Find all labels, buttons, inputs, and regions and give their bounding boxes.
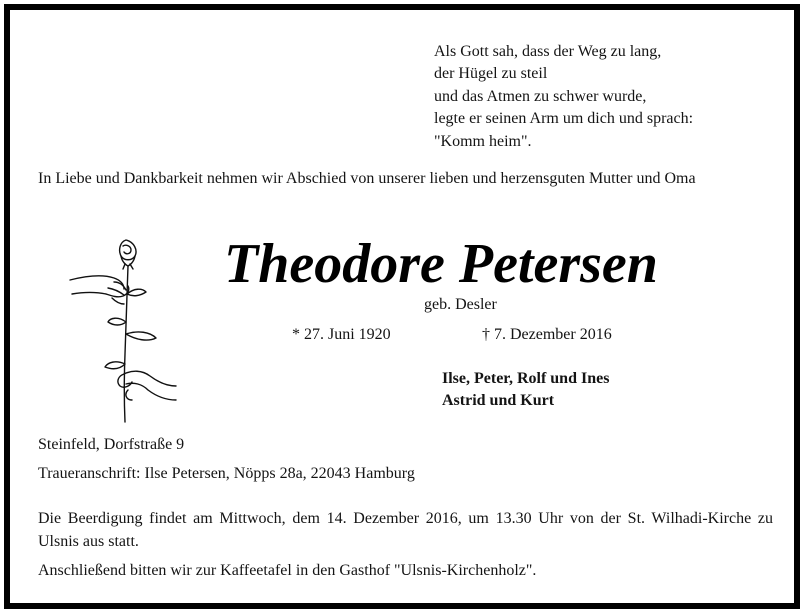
- mourners-line: Astrid und Kurt: [442, 392, 555, 409]
- rose-in-hands-icon: [68, 234, 178, 424]
- poem-line: legte er seinen Arm um dich und sprach:: [434, 110, 694, 128]
- funeral-notice: Die Beerdigung findet am Mittwoch, dem 14. Dezember 2016, um 13.30 Uhr von der St. Wilhadi-Kirche zu Ulsnis aus statt.: [38, 510, 773, 550]
- deceased-name: Theodore Petersen: [224, 233, 658, 295]
- mourners: [442, 368, 609, 412]
- poem-line: der Hügel zu steil: [434, 65, 548, 83]
- death-date: † 7. Dezember 2016: [482, 326, 612, 343]
- poem-line: und das Atmen zu schwer wurde,: [434, 87, 647, 105]
- maiden-name: geb. Desler: [424, 296, 497, 313]
- place-address: Steinfeld, Dorfstraße 9: [38, 436, 185, 453]
- intro-text: In Liebe und Dankbarkeit nehmen wir Abschied von unserer lieben und herzensguten Mutter und Oma: [38, 170, 696, 187]
- birth-date: * 27. Juni 1920: [292, 326, 391, 343]
- obituary-frame: [4, 4, 800, 609]
- poem-line: "Komm heim".: [434, 132, 532, 150]
- poem: [434, 41, 784, 153]
- mourning-address: Traueranschrift: Ilse Petersen, Nöpps 28a, 22043 Hamburg: [38, 465, 415, 482]
- poem-line: Als Gott sah, dass der Weg zu lang,: [434, 43, 662, 60]
- coffee-notice: Anschließend bitten wir zur Kaffeetafel in den Gasthof "Ulsnis-Kirchenholz".: [38, 562, 537, 579]
- mourners-line: Ilse, Peter, Rolf und Ines: [442, 370, 610, 387]
